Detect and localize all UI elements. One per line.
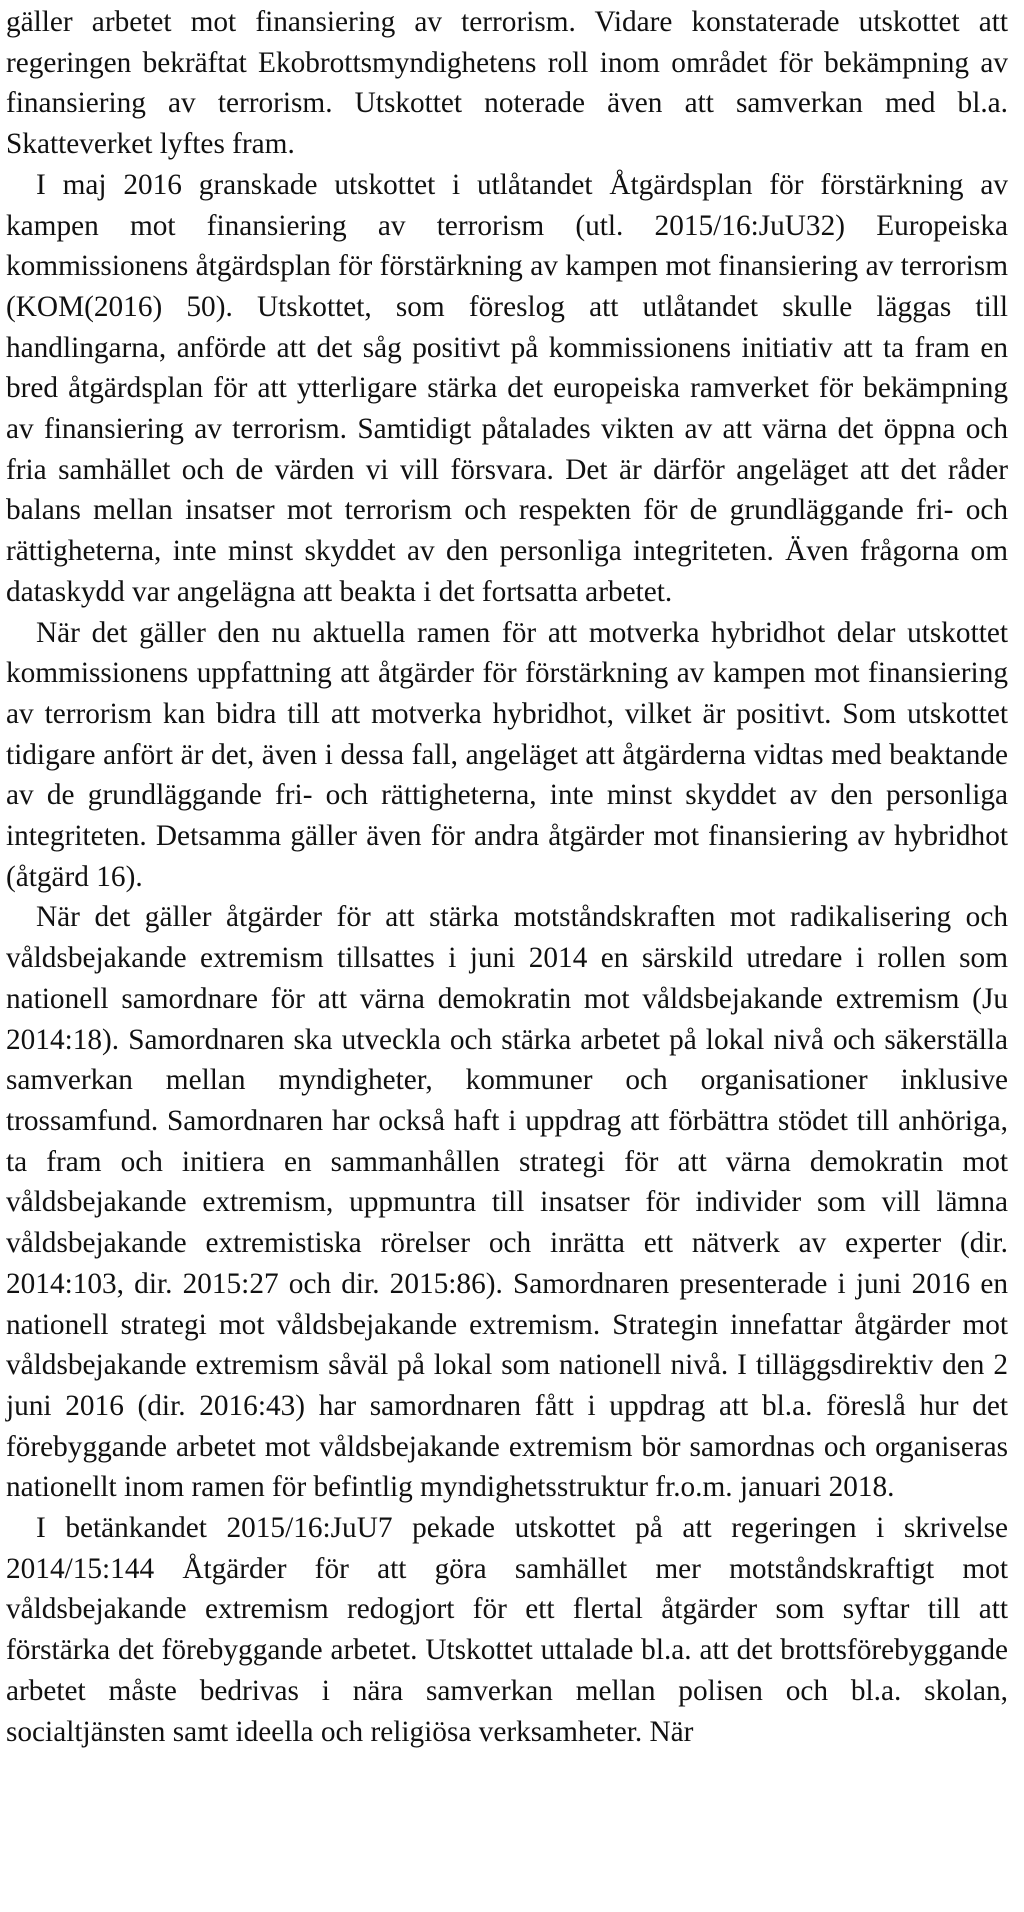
paragraph-report-juu7: I betänkandet 2015/16:JuU7 pekade utskottet på att regeringen i skrivelse 2014/15:144 Åtgärder för att göra samhället mer motståndskraftigt mot våldsbejakande extremism redogjort för ett flertal åtgärder som syftar till att förstärka det förebyggande arbetet. Utskottet uttalade bl.a. att det brottsförebyggande arbetet måste bedrivas i nära samverkan mellan polisen och bl.a. skolan, socialtjänsten samt ideella och religiösa verksamheter. När — [6, 1512, 1008, 1748]
paragraph-violent-extremism: När det gäller åtgärder för att stärka motståndskraften mot radikalisering och våldsbejakande extremism tillsattes i juni 2014 en särskild utredare i rollen som nationell samordnare för att värna demokratin mot våldsbejakande extremism (Ju 2014:18). Samordnaren ska utveckla och stärka arbetet på lokal nivå och säkerställa samverkan mellan myndigheter, kommuner och organisationer inklusive trossamfund. Samordnaren har också haft i uppdrag att förbättra stödet till anhöriga, ta fram och initiera en sammanhållen strategi för att värna demokratin mot våldsbejakande extremism, uppmuntra till insatser för individer som vill lämna våldsbejakande extremistiska rörelser och inrätta ett nätverk av experter (dir. 2014:103, dir. 2015:27 och dir. 2015:86). Samordnaren presenterade i juni 2016 en nationell strategi mot våldsbejakande extremism. Strategin innefattar åtgärder mot våldsbejakande extremism såväl på lokal som nationell nivå. I tilläggsdirektiv den 2 juni 2016 (dir. 2016:43) har samordnaren fått i uppdrag att bl.a. föreslå hur det förebyggande arbetet mot våldsbejakande extremism bör samordnas och organiseras nationellt inom ramen för befintlig myndighetsstruktur fr.o.m. januari 2018. — [6, 901, 1008, 1504]
paragraph-continuation: gäller arbetet mot finansiering av terrorism. Vidare konstaterade utskottet att regeringen bekräftat Ekobrottsmyndighetens roll inom området för bekämpning av finansiering av terrorism. Utskottet noterade även att samverkan med bl.a. Skatteverket lyftes fram. — [6, 6, 1008, 161]
paragraph-action-plan-2016: I maj 2016 granskade utskottet i utlåtandet Åtgärdsplan för förstärkning av kampen mot finansiering av terrorism (utl. 2015/16:JuU32) Europeiska kommissionens åtgärdsplan för förstärkning av kampen mot finansiering av terrorism (KOM(2016) 50). Utskottet, som föreslog att utlåtandet skulle läggas till handlingarna, anförde att det såg positivt på kommissionens initiativ att ta fram en bred åtgärdsplan för att ytterligare stärka det europeiska ramverket för bekämpning av finansiering av terrorism. Samtidigt påtalades vikten av att värna det öppna och fria samhället och de värden vi vill försvara. Det är därför angeläget att det råder balans mellan insatser mot terrorism och respekten för de grundläggande fri- och rättigheterna, inte minst skyddet av den personliga integriteten. Även frågorna om dataskydd var angelägna att beakta i det fortsatta arbetet. — [6, 168, 1008, 608]
document-page — [6, 0, 1008, 1752]
paragraph-hybrid-threats: När det gäller den nu aktuella ramen för att motverka hybridhot delar utskottet kommissionens uppfattning att åtgärder för förstärkning av kampen mot finansiering av terrorism kan bidra till att motverka hybridhot, vilket är positivt. Som utskottet tidigare anfört är det, även i dessa fall, angeläget att åtgärderna vidtas med beaktande av de grundläggande fri- och rättigheterna, inte minst skyddet av den personliga integriteten. Detsamma gäller även för andra åtgärder mot finansiering av hybridhot (åtgärd 16). — [6, 616, 1008, 893]
